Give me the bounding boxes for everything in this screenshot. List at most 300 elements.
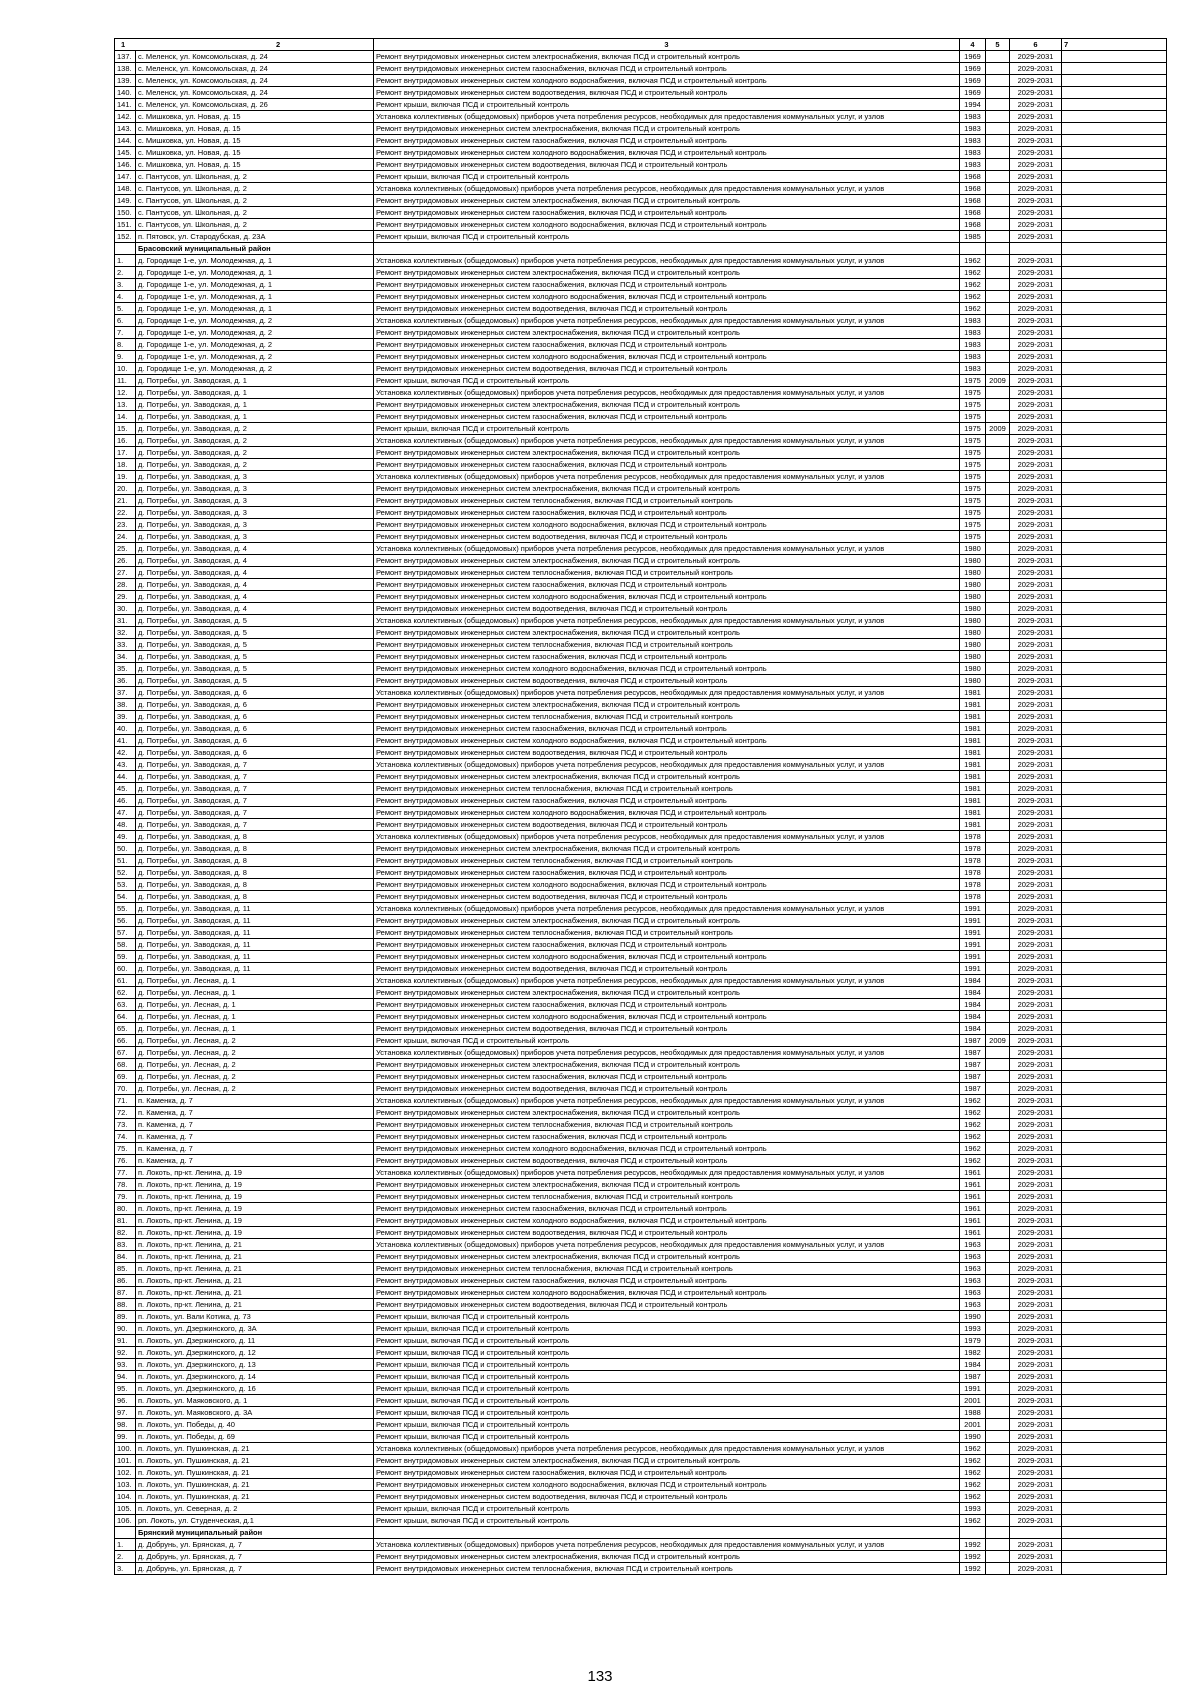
last-repair-year-cell — [986, 1335, 1010, 1347]
planned-period-cell: 2029-2031 — [1010, 1275, 1062, 1287]
row-number: 140. — [115, 87, 136, 99]
commission-year-cell: 1981 — [960, 687, 986, 699]
last-repair-year-cell — [986, 483, 1010, 495]
commission-year-cell: 1961 — [960, 1203, 986, 1215]
empty-cell — [1062, 135, 1167, 147]
address-cell: с. Мишковка, ул. Новая, д. 15 — [136, 111, 374, 123]
work-type-cell: Ремонт внутридомовых инженерных систем электроснабжения, включая ПСД и строительный контроль — [374, 1251, 960, 1263]
address-cell: д. Потребы, ул. Заводская, д. 4 — [136, 555, 374, 567]
row-number: 70. — [115, 1083, 136, 1095]
commission-year-cell: 1980 — [960, 543, 986, 555]
commission-year-cell: 1993 — [960, 1323, 986, 1335]
planned-period-cell: 2029-2031 — [1010, 975, 1062, 987]
empty-cell — [1062, 1035, 1167, 1047]
row-number: 20. — [115, 483, 136, 495]
row-number: 83. — [115, 1239, 136, 1251]
commission-year-cell: 1975 — [960, 399, 986, 411]
planned-period-cell: 2029-2031 — [1010, 855, 1062, 867]
planned-period-cell: 2029-2031 — [1010, 1167, 1062, 1179]
section-row — [115, 1527, 1167, 1539]
row-number: 46. — [115, 795, 136, 807]
table-row — [115, 495, 1167, 507]
empty-cell — [1062, 999, 1167, 1011]
empty-cell — [1062, 243, 1167, 255]
commission-year-cell: 1981 — [960, 807, 986, 819]
table-row — [115, 1539, 1167, 1551]
planned-period-cell: 2029-2031 — [1010, 1035, 1062, 1047]
last-repair-year-cell — [986, 567, 1010, 579]
last-repair-year-cell — [986, 747, 1010, 759]
planned-period-cell: 2029-2031 — [1010, 123, 1062, 135]
work-type-cell: Ремонт внутридомовых инженерных систем холодного водоснабжения, включая ПСД и строительный контроль — [374, 591, 960, 603]
work-type-cell: Ремонт внутридомовых инженерных систем теплоснабжения, включая ПСД и строительный контроль — [374, 639, 960, 651]
last-repair-year-cell — [986, 1395, 1010, 1407]
planned-period-cell: 2029-2031 — [1010, 615, 1062, 627]
last-repair-year-cell — [986, 1131, 1010, 1143]
work-type-cell: Ремонт внутридомовых инженерных систем электроснабжения, включая ПСД и строительный контроль — [374, 1455, 960, 1467]
table-row — [115, 1359, 1167, 1371]
address-cell: п. Локоть, ул. Пушкинская, д. 21 — [136, 1467, 374, 1479]
commission-year-cell: 1984 — [960, 1011, 986, 1023]
address-cell: с. Пантусов, ул. Школьная, д. 2 — [136, 195, 374, 207]
planned-period-cell: 2029-2031 — [1010, 1047, 1062, 1059]
empty-cell — [1062, 1071, 1167, 1083]
planned-period-cell: 2029-2031 — [1010, 1539, 1062, 1551]
planned-period-cell: 2029-2031 — [1010, 75, 1062, 87]
planned-period-cell: 2029-2031 — [1010, 51, 1062, 63]
address-cell: д. Потребы, ул. Заводская, д. 4 — [136, 591, 374, 603]
last-repair-year-cell — [986, 159, 1010, 171]
address-cell: д. Потребы, ул. Заводская, д. 1 — [136, 387, 374, 399]
last-repair-year-cell: 2009 — [986, 423, 1010, 435]
work-type-cell: Ремонт внутридомовых инженерных систем газоснабжения, включая ПСД и строительный контроль — [374, 339, 960, 351]
table-row — [115, 435, 1167, 447]
commission-year-cell: 1988 — [960, 1407, 986, 1419]
address-cell: д. Добрунь, ул. Брянская, д. 7 — [136, 1539, 374, 1551]
table-row — [115, 1083, 1167, 1095]
work-type-cell: Ремонт внутридомовых инженерных систем водоотведения, включая ПСД и строительный контроль — [374, 303, 960, 315]
planned-period-cell: 2029-2031 — [1010, 303, 1062, 315]
row-number: 105. — [115, 1503, 136, 1515]
commission-year-cell: 1990 — [960, 1431, 986, 1443]
work-type-cell: Ремонт крыши, включая ПСД и строительный контроль — [374, 1431, 960, 1443]
work-type-cell: Ремонт внутридомовых инженерных систем электроснабжения, включая ПСД и строительный контроль — [374, 915, 960, 927]
work-type-cell: Установка коллективных (общедомовых) приборов учета потребления ресурсов, необходимых для предоставления коммунальных услуг, и узлов — [374, 1047, 960, 1059]
commission-year-cell: 1961 — [960, 1191, 986, 1203]
table-row — [115, 1071, 1167, 1083]
planned-period-cell: 2029-2031 — [1010, 411, 1062, 423]
address-cell: д. Потребы, ул. Заводская, д. 3 — [136, 495, 374, 507]
empty-cell — [1062, 591, 1167, 603]
table-row — [115, 123, 1167, 135]
commission-year-cell: 1962 — [960, 255, 986, 267]
address-cell: рп. Локоть, ул. Студенческая, д.1 — [136, 1515, 374, 1527]
address-cell: д. Потребы, ул. Заводская, д. 2 — [136, 459, 374, 471]
address-cell: д. Потребы, ул. Заводская, д. 3 — [136, 483, 374, 495]
empty-cell — [1062, 315, 1167, 327]
row-number: 147. — [115, 171, 136, 183]
table-row — [115, 735, 1167, 747]
address-cell: д. Потребы, ул. Заводская, д. 7 — [136, 807, 374, 819]
row-number: 8. — [115, 339, 136, 351]
commission-year-cell: 1975 — [960, 447, 986, 459]
empty-cell — [1062, 627, 1167, 639]
planned-period-cell: 2029-2031 — [1010, 1239, 1062, 1251]
last-repair-year-cell — [986, 555, 1010, 567]
empty-cell — [1062, 687, 1167, 699]
work-type-cell: Ремонт внутридомовых инженерных систем теплоснабжения, включая ПСД и строительный контроль — [374, 855, 960, 867]
last-repair-year-cell — [986, 1407, 1010, 1419]
last-repair-year-cell — [986, 1515, 1010, 1527]
commission-year-cell: 1961 — [960, 1215, 986, 1227]
empty-cell — [1062, 1335, 1167, 1347]
row-number: 14. — [115, 411, 136, 423]
table-row — [115, 1431, 1167, 1443]
address-cell: д. Потребы, ул. Заводская, д. 3 — [136, 507, 374, 519]
work-type-cell: Ремонт внутридомовых инженерных систем газоснабжения, включая ПСД и строительный контроль — [374, 723, 960, 735]
last-repair-year-cell — [986, 315, 1010, 327]
row-number: 77. — [115, 1167, 136, 1179]
address-cell: с. Пантусов, ул. Школьная, д. 2 — [136, 171, 374, 183]
table-row — [115, 1467, 1167, 1479]
header-col-4: 4 — [960, 39, 986, 51]
empty-cell — [1062, 447, 1167, 459]
last-repair-year-cell — [986, 435, 1010, 447]
table-row — [115, 1503, 1167, 1515]
empty-cell — [1062, 303, 1167, 315]
commission-year-cell: 1963 — [960, 1287, 986, 1299]
empty-cell — [1062, 1359, 1167, 1371]
table-row — [115, 927, 1167, 939]
address-cell: с. Мишковка, ул. Новая, д. 15 — [136, 159, 374, 171]
table-row — [115, 63, 1167, 75]
work-type-cell: Ремонт внутридомовых инженерных систем электроснабжения, включая ПСД и строительный контроль — [374, 447, 960, 459]
empty-cell — [1062, 51, 1167, 63]
last-repair-year-cell — [986, 195, 1010, 207]
commission-year-cell: 1982 — [960, 1347, 986, 1359]
empty-cell — [1062, 231, 1167, 243]
planned-period-cell: 2029-2031 — [1010, 1179, 1062, 1191]
address-cell: с. Пантусов, ул. Школьная, д. 2 — [136, 219, 374, 231]
row-number: 58. — [115, 939, 136, 951]
address-cell: п. Локоть, пр-кт. Ленина, д. 19 — [136, 1179, 374, 1191]
empty-cell — [1062, 711, 1167, 723]
address-cell: с. Меленск, ул. Комсомольская, д. 26 — [136, 99, 374, 111]
address-cell: с. Мишковка, ул. Новая, д. 15 — [136, 135, 374, 147]
last-repair-year-cell — [986, 867, 1010, 879]
table-row — [115, 963, 1167, 975]
work-type-cell: Ремонт крыши, включая ПСД и строительный контроль — [374, 1311, 960, 1323]
planned-period-cell: 2029-2031 — [1010, 843, 1062, 855]
empty-cell — [1062, 879, 1167, 891]
row-number: 96. — [115, 1395, 136, 1407]
row-number: 81. — [115, 1215, 136, 1227]
table-row — [115, 603, 1167, 615]
table-row — [115, 855, 1167, 867]
row-number: 76. — [115, 1155, 136, 1167]
work-type-cell: Ремонт внутридомовых инженерных систем водоотведения, включая ПСД и строительный контроль — [374, 1227, 960, 1239]
address-cell: п. Локоть, ул. Дзержинского, д. 13 — [136, 1359, 374, 1371]
commission-year-cell: 1962 — [960, 303, 986, 315]
last-repair-year-cell — [986, 807, 1010, 819]
commission-year-cell: 1983 — [960, 123, 986, 135]
empty-cell — [1062, 375, 1167, 387]
table-row — [115, 183, 1167, 195]
last-repair-year-cell — [986, 1107, 1010, 1119]
work-type-cell: Ремонт внутридомовых инженерных систем водоотведения, включая ПСД и строительный контроль — [374, 1491, 960, 1503]
commission-year-cell: 1981 — [960, 747, 986, 759]
row-number: 62. — [115, 987, 136, 999]
work-type-cell: Ремонт внутридомовых инженерных систем теплоснабжения, включая ПСД и строительный контроль — [374, 567, 960, 579]
address-cell: п. Локоть, пр-кт. Ленина, д. 21 — [136, 1239, 374, 1251]
commission-year-cell: 1991 — [960, 915, 986, 927]
row-number: 3. — [115, 1563, 136, 1575]
address-cell: д. Потребы, ул. Заводская, д. 5 — [136, 627, 374, 639]
address-cell: д. Потребы, ул. Лесная, д. 2 — [136, 1035, 374, 1047]
planned-period-cell: 2029-2031 — [1010, 255, 1062, 267]
address-cell: п. Локоть, ул. Дзержинского, д. 12 — [136, 1347, 374, 1359]
last-repair-year-cell — [986, 843, 1010, 855]
commission-year-cell: 1984 — [960, 999, 986, 1011]
planned-period-cell: 2029-2031 — [1010, 207, 1062, 219]
address-cell: д. Потребы, ул. Лесная, д. 1 — [136, 987, 374, 999]
row-number: 72. — [115, 1107, 136, 1119]
commission-year-cell: 1975 — [960, 519, 986, 531]
table-row — [115, 1371, 1167, 1383]
planned-period-cell: 2029-2031 — [1010, 1479, 1062, 1491]
last-repair-year-cell — [986, 135, 1010, 147]
planned-period-cell: 2029-2031 — [1010, 1023, 1062, 1035]
work-type-cell: Ремонт внутридомовых инженерных систем теплоснабжения, включая ПСД и строительный контроль — [374, 927, 960, 939]
row-number: 41. — [115, 735, 136, 747]
last-repair-year-cell — [986, 231, 1010, 243]
empty-cell — [1062, 1551, 1167, 1563]
table-row — [115, 1179, 1167, 1191]
table-row — [115, 1395, 1167, 1407]
table-row — [115, 627, 1167, 639]
last-repair-year-cell — [986, 51, 1010, 63]
empty-cell — [1062, 399, 1167, 411]
planned-period-cell: 2029-2031 — [1010, 963, 1062, 975]
row-number: 91. — [115, 1335, 136, 1347]
empty-cell — [1062, 795, 1167, 807]
planned-period-cell: 2029-2031 — [1010, 1371, 1062, 1383]
address-cell: д. Потребы, ул. Заводская, д. 11 — [136, 915, 374, 927]
row-number: 3. — [115, 279, 136, 291]
commission-year-cell: 1991 — [960, 903, 986, 915]
row-number: 149. — [115, 195, 136, 207]
work-type-cell: Ремонт крыши, включая ПСД и строительный контроль — [374, 1323, 960, 1335]
work-type-cell: Ремонт внутридомовых инженерных систем водоотведения, включая ПСД и строительный контроль — [374, 675, 960, 687]
commission-year-cell: 1992 — [960, 1551, 986, 1563]
empty-cell — [1062, 327, 1167, 339]
last-repair-year-cell — [986, 723, 1010, 735]
table-row — [115, 555, 1167, 567]
planned-period-cell: 2029-2031 — [1010, 1551, 1062, 1563]
work-type-cell: Ремонт внутридомовых инженерных систем теплоснабжения, включая ПСД и строительный контроль — [374, 495, 960, 507]
empty-cell — [1062, 831, 1167, 843]
commission-year-cell: 1985 — [960, 231, 986, 243]
planned-period-cell: 2029-2031 — [1010, 495, 1062, 507]
commission-year-cell: 1962 — [960, 1131, 986, 1143]
table-row — [115, 879, 1167, 891]
address-cell: с. Мишковка, ул. Новая, д. 15 — [136, 147, 374, 159]
work-type-cell: Ремонт крыши, включая ПСД и строительный контроль — [374, 1359, 960, 1371]
empty-cell — [1062, 1179, 1167, 1191]
work-type-cell: Ремонт внутридомовых инженерных систем водоотведения, включая ПСД и строительный контроль — [374, 1299, 960, 1311]
section-row — [115, 243, 1167, 255]
address-cell: с. Пантусов, ул. Школьная, д. 2 — [136, 207, 374, 219]
empty-cell — [1062, 1083, 1167, 1095]
work-type-cell: Ремонт внутридомовых инженерных систем газоснабжения, включая ПСД и строительный контроль — [374, 1071, 960, 1083]
address-cell: п. Каменка, д. 7 — [136, 1107, 374, 1119]
row-number: 75. — [115, 1143, 136, 1155]
address-cell: п. Локоть, пр-кт. Ленина, д. 21 — [136, 1287, 374, 1299]
work-type-cell: Ремонт внутридомовых инженерных систем электроснабжения, включая ПСД и строительный контроль — [374, 627, 960, 639]
address-cell: д. Потребы, ул. Заводская, д. 6 — [136, 735, 374, 747]
work-type-cell: Ремонт крыши, включая ПСД и строительный контроль — [374, 1419, 960, 1431]
address-cell: д. Городище 1-е, ул. Молодежная, д. 1 — [136, 267, 374, 279]
empty-cell — [1062, 819, 1167, 831]
table-row — [115, 75, 1167, 87]
empty-cell — [1062, 723, 1167, 735]
empty-cell — [1062, 1239, 1167, 1251]
empty-cell — [1062, 771, 1167, 783]
work-type-cell: Установка коллективных (общедомовых) приборов учета потребления ресурсов, необходимых для предоставления коммунальных услуг, и узлов — [374, 315, 960, 327]
last-repair-year-cell — [986, 1215, 1010, 1227]
commission-year-cell: 1992 — [960, 1539, 986, 1551]
last-repair-year-cell — [986, 75, 1010, 87]
commission-year-cell: 1983 — [960, 363, 986, 375]
commission-year-cell: 1978 — [960, 843, 986, 855]
commission-year-cell: 1978 — [960, 867, 986, 879]
commission-year-cell: 1983 — [960, 339, 986, 351]
work-type-cell: Установка коллективных (общедомовых) приборов учета потребления ресурсов, необходимых для предоставления коммунальных услуг, и узлов — [374, 111, 960, 123]
address-cell: д. Потребы, ул. Заводская, д. 5 — [136, 639, 374, 651]
work-type-cell: Ремонт внутридомовых инженерных систем электроснабжения, включая ПСД и строительный контроль — [374, 699, 960, 711]
last-repair-year-cell — [986, 771, 1010, 783]
work-type-cell: Установка коллективных (общедомовых) приборов учета потребления ресурсов, необходимых для предоставления коммунальных услуг, и узлов — [374, 435, 960, 447]
last-repair-year-cell — [986, 519, 1010, 531]
table-row — [115, 411, 1167, 423]
work-type-cell: Ремонт крыши, включая ПСД и строительный контроль — [374, 375, 960, 387]
commission-year-cell: 1962 — [960, 1515, 986, 1527]
table-row — [115, 1287, 1167, 1299]
empty-cell — [1062, 147, 1167, 159]
table-row — [115, 111, 1167, 123]
work-type-cell: Установка коллективных (общедомовых) приборов учета потребления ресурсов, необходимых для предоставления коммунальных услуг, и узлов — [374, 1167, 960, 1179]
address-cell: д. Потребы, ул. Лесная, д. 1 — [136, 999, 374, 1011]
commission-year-cell: 1980 — [960, 675, 986, 687]
work-type-cell: Ремонт внутридомовых инженерных систем газоснабжения, включая ПСД и строительный контроль — [374, 1203, 960, 1215]
commission-year-cell: 1961 — [960, 1167, 986, 1179]
address-cell: п. Локоть, ул. Победы, д. 69 — [136, 1431, 374, 1443]
last-repair-year-cell — [986, 507, 1010, 519]
last-repair-year-cell — [986, 1431, 1010, 1443]
planned-period-cell: 2029-2031 — [1010, 1455, 1062, 1467]
empty-cell — [1062, 159, 1167, 171]
address-cell: д. Потребы, ул. Заводская, д. 11 — [136, 927, 374, 939]
address-cell: д. Городище 1-е, ул. Молодежная, д. 2 — [136, 327, 374, 339]
empty-cell — [1062, 1311, 1167, 1323]
last-repair-year-cell — [986, 1083, 1010, 1095]
empty-cell — [1062, 1215, 1167, 1227]
row-number: 29. — [115, 591, 136, 603]
commission-year-cell: 1962 — [960, 279, 986, 291]
address-cell: д. Потребы, ул. Заводская, д. 7 — [136, 759, 374, 771]
empty-cell — [1062, 843, 1167, 855]
last-repair-year-cell — [986, 1179, 1010, 1191]
planned-period-cell: 2029-2031 — [1010, 1143, 1062, 1155]
row-number: 32. — [115, 627, 136, 639]
empty-cell — [1062, 1419, 1167, 1431]
commission-year-cell: 1990 — [960, 1311, 986, 1323]
table-row — [115, 387, 1167, 399]
commission-year-cell: 1963 — [960, 1263, 986, 1275]
row-number: 139. — [115, 75, 136, 87]
planned-period-cell: 2029-2031 — [1010, 795, 1062, 807]
row-number: 148. — [115, 183, 136, 195]
commission-year-cell: 1980 — [960, 567, 986, 579]
table-row — [115, 87, 1167, 99]
table-row — [115, 147, 1167, 159]
table-row — [115, 447, 1167, 459]
last-repair-year-cell — [986, 1119, 1010, 1131]
table-row — [115, 1323, 1167, 1335]
work-type-cell: Ремонт внутридомовых инженерных систем электроснабжения, включая ПСД и строительный контроль — [374, 195, 960, 207]
empty-cell — [1062, 975, 1167, 987]
last-repair-year-cell — [986, 1371, 1010, 1383]
last-repair-year-cell — [986, 579, 1010, 591]
planned-period-cell: 2029-2031 — [1010, 867, 1062, 879]
row-number: 143. — [115, 123, 136, 135]
address-cell: с. Меленск, ул. Комсомольская, д. 24 — [136, 87, 374, 99]
commission-year-cell: 1978 — [960, 831, 986, 843]
last-repair-year-cell — [986, 975, 1010, 987]
commission-year-cell: 1978 — [960, 855, 986, 867]
work-type-cell: Ремонт внутридомовых инженерных систем водоотведения, включая ПСД и строительный контроль — [374, 819, 960, 831]
work-type-cell: Ремонт внутридомовых инженерных систем электроснабжения, включая ПСД и строительный контроль — [374, 771, 960, 783]
row-number: 94. — [115, 1371, 136, 1383]
planned-period-cell: 2029-2031 — [1010, 507, 1062, 519]
table-row — [115, 867, 1167, 879]
work-type-cell: Ремонт внутридомовых инженерных систем водоотведения, включая ПСД и строительный контроль — [374, 1155, 960, 1167]
planned-period-cell: 2029-2031 — [1010, 1563, 1062, 1575]
commission-year-cell: 1975 — [960, 471, 986, 483]
last-repair-year-cell — [986, 171, 1010, 183]
commission-year-cell: 1962 — [960, 1467, 986, 1479]
address-cell: д. Потребы, ул. Заводская, д. 6 — [136, 699, 374, 711]
address-cell: д. Потребы, ул. Заводская, д. 4 — [136, 579, 374, 591]
empty-cell — [1062, 75, 1167, 87]
commission-year-cell: 1981 — [960, 783, 986, 795]
last-repair-year-cell — [986, 1323, 1010, 1335]
empty-cell — [1062, 1275, 1167, 1287]
table-row — [115, 483, 1167, 495]
address-cell: д. Городище 1-е, ул. Молодежная, д. 1 — [136, 255, 374, 267]
table-row — [115, 615, 1167, 627]
address-cell: д. Потребы, ул. Заводская, д. 8 — [136, 855, 374, 867]
empty-cell — [1062, 1443, 1167, 1455]
empty-cell — [1062, 63, 1167, 75]
row-number: 11. — [115, 375, 136, 387]
address-cell: д. Потребы, ул. Заводская, д. 7 — [136, 771, 374, 783]
work-type-cell: Установка коллективных (общедомовых) приборов учета потребления ресурсов, необходимых для предоставления коммунальных услуг, и узлов — [374, 831, 960, 843]
table-row — [115, 1455, 1167, 1467]
table-row — [115, 351, 1167, 363]
work-type-cell: Ремонт внутридомовых инженерных систем электроснабжения, включая ПСД и строительный контроль — [374, 1551, 960, 1563]
empty-cell — [1062, 903, 1167, 915]
